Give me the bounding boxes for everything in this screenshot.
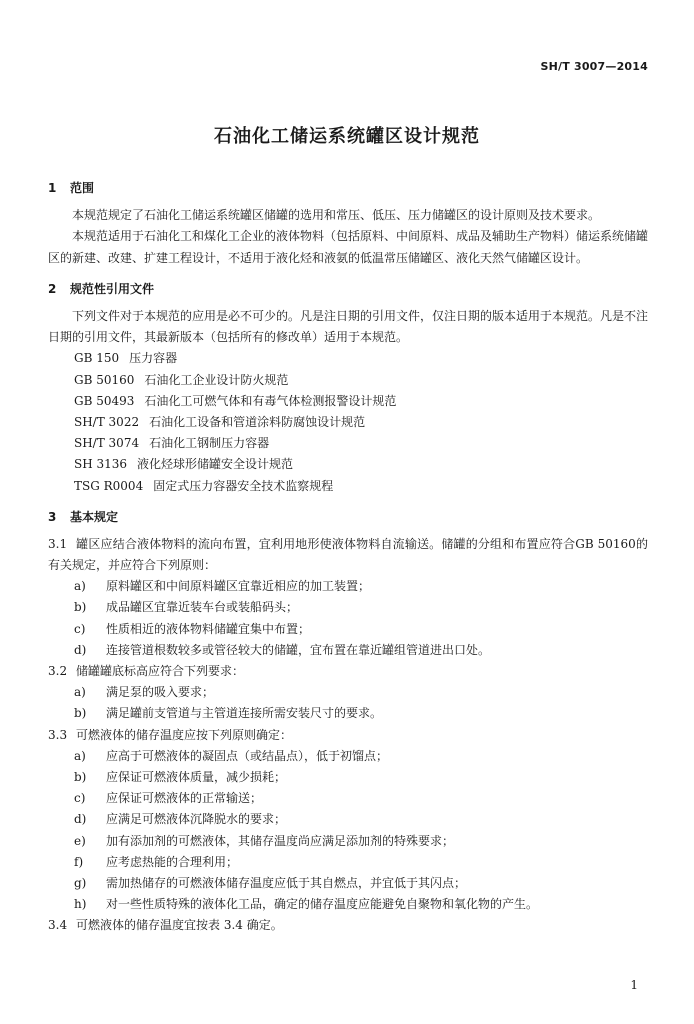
list-item: [48, 703, 648, 724]
reference-name: 压力容器: [129, 351, 178, 366]
section-2-heading: [48, 279, 648, 300]
list-item: [48, 894, 648, 915]
item-label: e): [74, 833, 86, 848]
item-text: 性质相近的液体物料储罐宜集中布置；: [106, 621, 311, 636]
item-text: 对一些性质特殊的液体化工品，确定的储存温度应能避免自聚物和氧化物的产生。: [106, 897, 539, 912]
item-label: a): [74, 748, 86, 763]
list-item: [48, 746, 648, 767]
reference-name: 石油化工设备和管道涂料防腐蚀设计规范: [149, 414, 366, 429]
reference-item: [48, 454, 648, 475]
item-text: 加有添加剂的可燃液体，其储存温度尚应满足添加剂的特殊要求；: [106, 833, 455, 848]
clause-text: 可燃液体的储存温度宜按表 3.4 确定。: [76, 918, 283, 933]
reference-code: SH/T 3022: [74, 414, 140, 429]
item-label: g): [74, 875, 87, 890]
item-text: 满足泵的吸入要求；: [106, 685, 215, 700]
item-text: 满足罐前支管道与主管道连接所需安装尺寸的要求。: [106, 706, 383, 721]
page-number: 1: [630, 978, 638, 992]
clause-number: 3.2: [48, 664, 68, 679]
item-label: b): [74, 706, 87, 721]
item-label: b): [74, 770, 87, 785]
section-3-heading: [48, 507, 648, 528]
item-text: 应保证可燃液体质量，减少损耗；: [106, 770, 287, 785]
item-label: d): [74, 812, 87, 827]
document-title: 石油化工储运系统罐区设计规范: [214, 126, 480, 147]
paragraph: 本规范适用于石油化工和煤化工企业的液体物料（包括原料、中间原料、成品及辅助生产物料）储运系统储罐区的新建、改建、扩建工程设计，不适用于液化烃和液氨的低温常压储罐区、液化天然气储罐区设计。: [48, 229, 649, 265]
item-label: c): [74, 791, 86, 806]
section-number: 2: [48, 281, 57, 296]
section-number: 1: [48, 181, 57, 195]
reference-code: TSG R0004: [74, 478, 144, 493]
clause-3-2: [48, 661, 648, 682]
section-title: 范围: [70, 181, 95, 195]
list-item: [48, 767, 648, 788]
reference-code: GB 50160: [74, 372, 135, 387]
list-item: [48, 682, 648, 703]
section-title: 规范性引用文件: [70, 281, 155, 296]
reference-code: GB 50493: [74, 393, 135, 408]
item-text: 应满足可燃液体沉降脱水的要求；: [106, 812, 287, 827]
reference-item: [48, 391, 648, 412]
clause-number: 3.3: [48, 727, 68, 742]
item-text: 成品罐区宜靠近装车台或装船码头；: [106, 600, 299, 615]
item-label: c): [74, 621, 86, 636]
item-label: d): [74, 642, 87, 657]
reference-name: 石油化工可燃气体和有毒气体检测报警设计规范: [144, 393, 397, 408]
item-label: a): [74, 685, 86, 700]
clause-text: 可燃液体的储存温度应按下列原则确定：: [76, 727, 293, 742]
reference-item: [48, 348, 648, 369]
reference-item: [48, 370, 648, 391]
list-item: [48, 873, 648, 894]
item-label: h): [74, 897, 87, 912]
list-item: [48, 788, 648, 809]
item-label: a): [74, 579, 86, 594]
clause-number: 3.1: [48, 536, 68, 551]
list-item: [48, 619, 648, 640]
section-number: 3: [48, 509, 57, 524]
reference-name: 石油化工钢制压力容器: [149, 436, 270, 451]
list-item: [48, 576, 648, 597]
section-1-heading: [48, 178, 648, 199]
reference-code: SH/T 3074: [74, 436, 140, 451]
clause-text: 储罐罐底标高应符合下列要求：: [76, 664, 245, 679]
reference-item: [48, 433, 648, 454]
item-text: 应保证可燃液体的正常输送；: [106, 791, 263, 806]
standard-number: SH/T 3007—2014: [540, 60, 648, 73]
item-text: 连接管道根数较多或管径较大的储罐，宜布置在靠近罐组管道进出口处。: [106, 642, 491, 657]
section-title: 基本规定: [70, 509, 119, 524]
reference-name: 石油化工企业设计防火规范: [144, 372, 289, 387]
clause-number: 3.4: [48, 918, 68, 933]
clause-text: 罐区应结合液体物料的流向布置，宜利用地形使液体物料自流输送。储罐的分组和布置应符合GB 50160的有关规定，并应符合下列原则：: [48, 536, 648, 573]
item-label: b): [74, 600, 87, 615]
reference-item: [48, 412, 648, 433]
reference-name: 液化烃球形储罐安全设计规范: [137, 457, 294, 472]
clause-3-1: [48, 534, 648, 576]
clause-3-3: [48, 725, 648, 746]
paragraph: 本规范规定了石油化工储运系统罐区储罐的选用和常压、低压、压力储罐区的设计原则及技术要求。: [72, 208, 601, 223]
clause-3-4: [48, 915, 648, 936]
reference-name: 固定式压力容器安全技术监察规程: [153, 478, 334, 493]
item-text: 应高于可燃液体的凝固点（或结晶点），低于初馏点；: [106, 748, 389, 763]
item-text: 应考虑热能的合理利用；: [106, 854, 239, 869]
item-label: f): [74, 854, 84, 869]
document-body: [48, 178, 648, 937]
reference-code: GB 150: [74, 351, 120, 366]
list-item: [48, 597, 648, 618]
list-item: [48, 640, 648, 661]
list-item: [48, 831, 648, 852]
item-text: 原料罐区和中间原料罐区宜靠近相应的加工装置；: [106, 579, 371, 594]
list-item: [48, 809, 648, 830]
list-item: [48, 852, 648, 873]
reference-code: SH 3136: [74, 457, 128, 472]
reference-item: [48, 476, 648, 497]
paragraph: 下列文件对于本规范的应用是必不可少的。凡是注日期的引用文件，仅注日期的版本适用于本规范。凡是不注日期的引用文件，其最新版本（包括所有的修改单）适用于本规范。: [48, 308, 649, 345]
item-text: 需加热储存的可燃液体储存温度应低于其自燃点，并宜低于其闪点；: [106, 875, 467, 890]
